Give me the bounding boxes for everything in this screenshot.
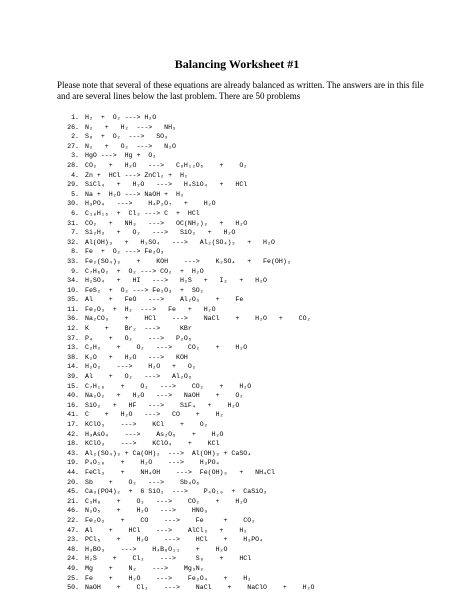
equation-text: Na₂O₂ + H₂O ---> NaOH + O₂	[85, 392, 244, 400]
equation-number: 39.	[67, 373, 79, 381]
equation-item	[61, 132, 461, 142]
equation-number: 2.	[71, 133, 79, 141]
equation-text: Al(OH)₃ + H₂SO₄ ---> Al₂(SO₄)₃ + H₂O	[85, 238, 275, 246]
equation-number: 9.	[71, 267, 79, 275]
equation-item	[61, 353, 461, 363]
equation-number: 43.	[67, 449, 79, 457]
equation-text: H₃AsO₄ ---> As₂O₅ + H₂O	[85, 430, 224, 438]
equation-number: 1.	[71, 114, 79, 121]
equation-item	[61, 190, 461, 200]
equation-item	[61, 199, 461, 209]
equation-number: 28.	[67, 161, 79, 169]
equation-text: H₂ + O₂ ---> H₂O	[85, 114, 157, 121]
equation-text: H₃PO₄ ---> H₄P₂O₇ + H₂O	[85, 200, 216, 208]
equation-item	[61, 257, 461, 267]
equation-number: 35.	[67, 296, 79, 304]
equation-number: 15.	[67, 382, 79, 390]
equation-item	[61, 334, 461, 344]
equation-number: 31.	[67, 219, 79, 227]
equation-number: 6.	[71, 209, 79, 217]
equation-item	[61, 487, 461, 497]
equation-text: P₄O₁₀ + H₂O ---> H₃PO₄	[85, 459, 220, 467]
equation-number: 18.	[67, 440, 79, 448]
equation-text: Si₂H₃ + O₂ ---> SiO₂ + H₂O	[85, 229, 236, 237]
equation-item	[61, 506, 461, 516]
equation-text: K + Br₂ ---> KBr	[85, 325, 192, 333]
equation-text: NaOH + Cl₂ ---> NaCl + NaClO + H₂O	[85, 584, 315, 592]
equation-number: 11.	[67, 305, 79, 313]
equation-number: 10.	[67, 286, 79, 294]
equation-text: Al + O₂ ---> Al₂O₃	[85, 373, 192, 381]
equation-text: Zn + HCl ---> ZnCl₂ + H₂	[85, 171, 188, 179]
equation-item	[61, 238, 461, 248]
equation-number: 37.	[67, 334, 79, 342]
equation-item	[61, 439, 461, 449]
equation-number: 12.	[67, 325, 79, 333]
equation-text: Na + H₂O ---> NaOH + H₂	[85, 190, 184, 198]
equation-item	[61, 247, 461, 257]
equation-item	[61, 151, 461, 161]
equation-item	[61, 564, 461, 574]
equation-text: Fe + O₂ ---> Fe₂O₃	[85, 248, 165, 256]
equation-text: Na₂CO₃ + HCl ---> NaCl + H₂O + CO₂	[85, 315, 311, 323]
equation-number: 36.	[67, 315, 79, 323]
equation-text: H₂S + Cl₂ ---> S₈ + HCl	[85, 555, 252, 563]
equation-number: 42.	[67, 430, 79, 438]
equation-item	[61, 219, 461, 229]
equation-item	[61, 478, 461, 488]
equation-number: 41.	[67, 411, 79, 419]
equation-item	[61, 420, 461, 430]
equation-text: FeCl₃ + NH₄OH ---> Fe(OH)₃ + NH₄Cl	[85, 468, 275, 476]
equation-item	[61, 382, 461, 392]
equation-item	[61, 314, 461, 324]
equation-item	[61, 516, 461, 526]
equation-number: 19.	[67, 459, 79, 467]
worksheet-title: Balancing Worksheet #1	[174, 57, 300, 71]
equation-text: Fe + H₂O ---> Fe₃O₄ + H₂	[85, 574, 252, 582]
equation-number: 26.	[67, 123, 79, 131]
equation-text: C₂H₂ + O₂ ---> CO₂ + H₂O	[85, 344, 248, 352]
equation-item	[61, 554, 461, 564]
equation-number: 4.	[71, 171, 79, 179]
equation-number: 40.	[67, 392, 79, 400]
equation-number: 8.	[71, 248, 79, 256]
equation-item	[61, 449, 461, 459]
equation-text: H₂SO₄ + HI ---> H₂S + I₂ + H₂O	[85, 277, 268, 285]
equation-item	[61, 295, 461, 305]
equation-number: 23.	[67, 536, 79, 544]
equation-item	[61, 324, 461, 334]
equation-text: Al + HCl ---> AlCl₃ + H₂	[85, 526, 248, 534]
equation-text: Ca₃(PO4)₂ + 6 SiO₂ ---> P₄O₁₀ + CaSiO₃	[85, 488, 268, 496]
equation-number: 48.	[67, 545, 79, 553]
equation-number: 24.	[67, 555, 79, 563]
equation-text: C₇H₁₆ + O₂ ---> CO₂ + H₂O	[85, 382, 252, 390]
equation-item	[61, 362, 461, 372]
equation-text: C + H₂O ---> CO + H₂	[85, 411, 224, 419]
equation-item	[61, 123, 461, 133]
equation-text: SiCl₄ + H₂O ---> H₄SiO₄ + HCl	[85, 181, 248, 189]
equation-text: Fe₂O₃ + CO ---> Fe + CO₂	[85, 516, 256, 524]
equation-number: 46.	[67, 507, 79, 515]
equation-item	[61, 276, 461, 286]
equation-text: P₄ + O₂ ---> P₂O₅	[85, 334, 192, 342]
equation-number: 44.	[67, 468, 79, 476]
equation-item	[61, 574, 461, 584]
equation-item	[61, 305, 461, 315]
equation-number: 7.	[71, 229, 79, 237]
equation-item	[61, 458, 461, 468]
equation-item	[61, 468, 461, 478]
equation-number: 30.	[67, 200, 79, 208]
equation-text: Al + FeO ---> Al₂O₃ + Fe	[85, 296, 244, 304]
equation-item	[61, 161, 461, 171]
equation-number: 5.	[71, 190, 79, 198]
equation-number: 22.	[67, 516, 79, 524]
equation-text: FeS₂ + O₂ ---> Fe₂O₃ + SO₂	[85, 286, 204, 294]
equation-item	[61, 535, 461, 545]
equation-text: Mg + N₂ ---> Mg₃N₂	[85, 564, 204, 572]
equation-number: 38.	[67, 353, 79, 361]
equation-item	[61, 209, 461, 219]
equation-number: 13.	[67, 344, 79, 352]
equation-text: Fe₂O₃ + H₂ ---> Fe + H₂O	[85, 305, 216, 313]
equation-text: N₂ + H₂ ---> NH₃	[85, 123, 177, 131]
equation-item	[61, 372, 461, 382]
equation-text: C₃H₈ + O₂ ---> CO₂ + H₂O	[85, 497, 248, 505]
equation-number: 29.	[67, 181, 79, 189]
equation-number: 25.	[67, 574, 79, 582]
equation-text: Fe₂(SO₄)₃ + KOH ---> K₂SO₄ + Fe(OH)₃	[85, 257, 291, 265]
equation-text: HgO ---> Hg + O₂	[85, 152, 157, 160]
equation-item	[61, 391, 461, 401]
equation-text: H₂O₂ ---> H₂O + O₂	[85, 363, 196, 371]
equation-item	[61, 545, 461, 555]
equation-number: 17.	[67, 421, 79, 428]
equation-number: 45.	[67, 488, 79, 496]
equation-item	[61, 267, 461, 277]
equation-item	[61, 430, 461, 440]
equation-list	[61, 113, 461, 593]
equation-text: N₂ + O₂ ---> N₂O	[85, 142, 177, 150]
equation-text: KClO₃ ---> KClO₄ + KCl	[85, 440, 220, 448]
equation-number: 14.	[67, 363, 79, 371]
equation-number: 32.	[67, 238, 79, 246]
equation-item	[61, 497, 461, 507]
equation-number: 33.	[67, 257, 79, 265]
equation-number: 47.	[67, 526, 79, 534]
equation-text: PCl₅ + H₂O ---> HCl + H₃PO₄	[85, 536, 264, 544]
intro-paragraph: Please note that several of these equations are already balanced as written. The answers are in this file and are several lines below the last problem. There are 50 problems	[57, 80, 424, 101]
equation-text: CO₂ + NH₃ ---> OC(NH₂)₂ + H₂O	[85, 219, 248, 227]
equation-item	[61, 286, 461, 296]
equation-item	[61, 583, 461, 593]
equation-item	[61, 526, 461, 536]
equation-number: 3.	[71, 152, 79, 160]
equation-item	[61, 228, 461, 238]
equation-item	[61, 142, 461, 152]
equation-text: H₃BO₃ ---> H₄B₆O₁₁ + H₂O	[85, 545, 228, 553]
equation-text: N₂O₅ + H₂O ---> HNO₃	[85, 507, 208, 515]
equation-number: 21.	[67, 497, 79, 505]
equation-number: 50.	[67, 584, 79, 592]
equation-number: 16.	[67, 401, 79, 409]
equation-item	[61, 401, 461, 411]
equation-text: CO₂ + H₂O ---> C₆H₁₂O₆ + O₂	[85, 161, 248, 169]
equation-text: C₇H₆O₂ + O₂ ---> CO₂ + H₂O	[85, 267, 204, 275]
equation-text: S₈ + O₂ ---> SO₃	[85, 133, 169, 141]
equation-text: SiO₂ + HF ---> SiF₄ + H₂O	[85, 401, 240, 409]
equation-item	[61, 171, 461, 181]
equation-number: 49.	[67, 564, 79, 572]
equation-item	[61, 410, 461, 420]
equation-text: K₂O + H₂O ---> KOH	[85, 353, 188, 361]
equation-number: 27.	[67, 142, 79, 150]
equation-item	[61, 343, 461, 353]
equation-text: C₁₀H₁₆ + Cl₂ ---> C + HCl	[85, 209, 200, 217]
equation-number: 34.	[67, 277, 79, 285]
equation-number: 20.	[67, 478, 79, 486]
equation-text: KClO₃ ---> KCl + O₂	[85, 421, 208, 428]
equation-item	[61, 113, 461, 123]
equation-text: Sb + O₂ ---> Sb₄O₆	[85, 478, 200, 486]
equation-item	[61, 180, 461, 190]
equation-text: Al₂(SO₄)₃ + Ca(OH)₂ ---> Al(OH)₃ + CaSO₄	[85, 449, 252, 457]
